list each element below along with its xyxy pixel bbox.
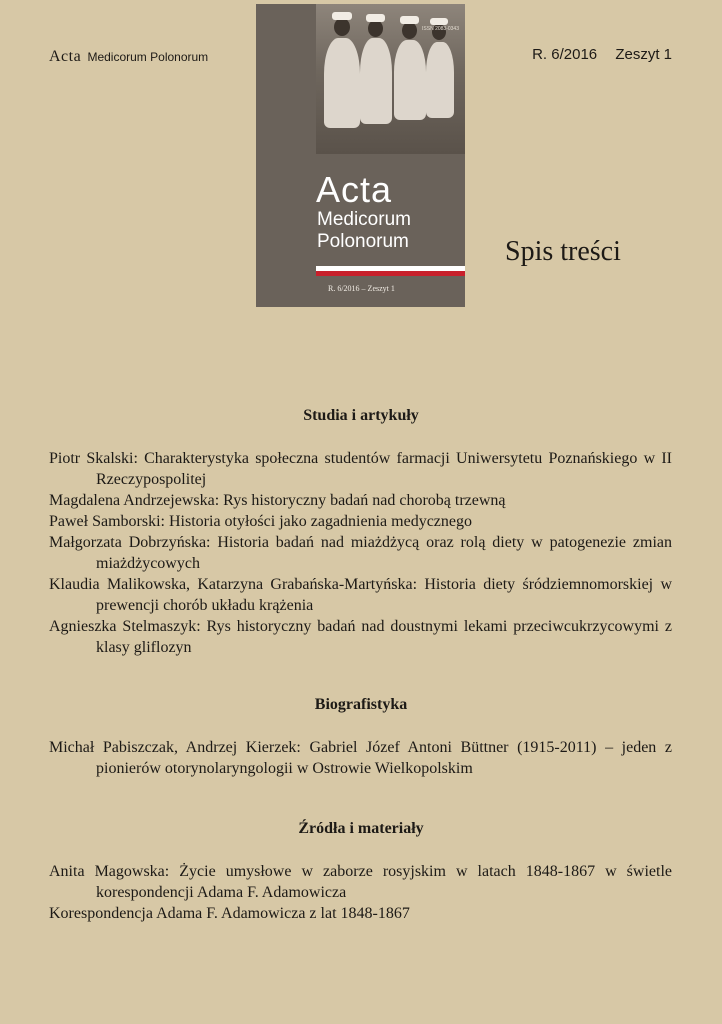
cover-issue-label: R. 6/2016 – Zeszyt 1 — [328, 284, 395, 293]
page-title: Spis treści — [505, 236, 621, 267]
toc-list-biografistyka — [49, 737, 672, 779]
running-header-issue — [532, 46, 672, 63]
journal-cover-image — [256, 4, 465, 307]
toc-entry[interactable]: Piotr Skalski: Charakterystyka społeczna studentów farmacji Uniwersytetu Poznańskiego w II Rzeczypospolitej — [49, 450, 672, 488]
toc-entry[interactable]: Anita Magowska: Życie umysłowe w zaborze rosyjskim w latach 1848-1867 w świetle korespondencji Adama F. Adamowicza — [49, 863, 672, 901]
toc-list-zrodla — [49, 861, 672, 924]
cover-issn: ISSN 2083-0343 — [422, 26, 459, 32]
toc-entry[interactable]: Michał Pabiszczak, Andrzej Kierzek: Gabriel Józef Antoni Büttner (1915-2011) – jeden z pionierów otorynolaryngologii w Ostrowie Wielkopolskim — [49, 739, 672, 777]
journal-rest-name: Medicorum Polonorum — [87, 50, 209, 64]
cover-title-sub — [317, 209, 411, 253]
toc-entry[interactable]: Paweł Samborski: Historia otyłości jako zagadnienia medycznego — [49, 513, 472, 530]
section-heading-biografistyka: Biografistyka — [314, 696, 408, 713]
cover-flag-red-stripe — [316, 271, 465, 276]
cover-title-line3: Polonorum — [317, 231, 409, 252]
section-heading-zrodla: Źródła i materiały — [298, 820, 424, 837]
running-header-journal — [49, 48, 208, 66]
toc-entry[interactable]: Magdalena Andrzejewska: Rys historyczny badań nad chorobą trzewną — [49, 492, 506, 509]
toc-entry[interactable]: Małgorzata Dobrzyńska: Historia badań nad miażdżycą oraz rolą diety w patogenezie zmian miażdżycowych — [49, 534, 672, 572]
toc-entry[interactable]: Korespondencja Adama F. Adamowicza z lat 1848-1867 — [49, 905, 410, 922]
issue-year: R. 6/2016 — [532, 46, 598, 63]
toc-entry[interactable]: Klaudia Malikowska, Katarzyna Grabańska-Martyńska: Historia diety śródziemnomorskiej w prewencji chorób układu krążenia — [49, 576, 672, 614]
cover-title-main: Acta — [316, 169, 393, 210]
toc-list-studia — [49, 448, 672, 658]
issue-number: Zeszyt 1 — [615, 46, 672, 63]
section-heading-studia: Studia i artykuły — [303, 407, 419, 424]
journal-short-name: Acta — [49, 48, 82, 65]
cover-title-line2: Medicorum — [317, 209, 411, 230]
toc-entry[interactable]: Agnieszka Stelmaszyk: Rys historyczny badań nad doustnymi lekami przeciwcukrzycowymi z klasy gliflozyn — [49, 618, 672, 656]
